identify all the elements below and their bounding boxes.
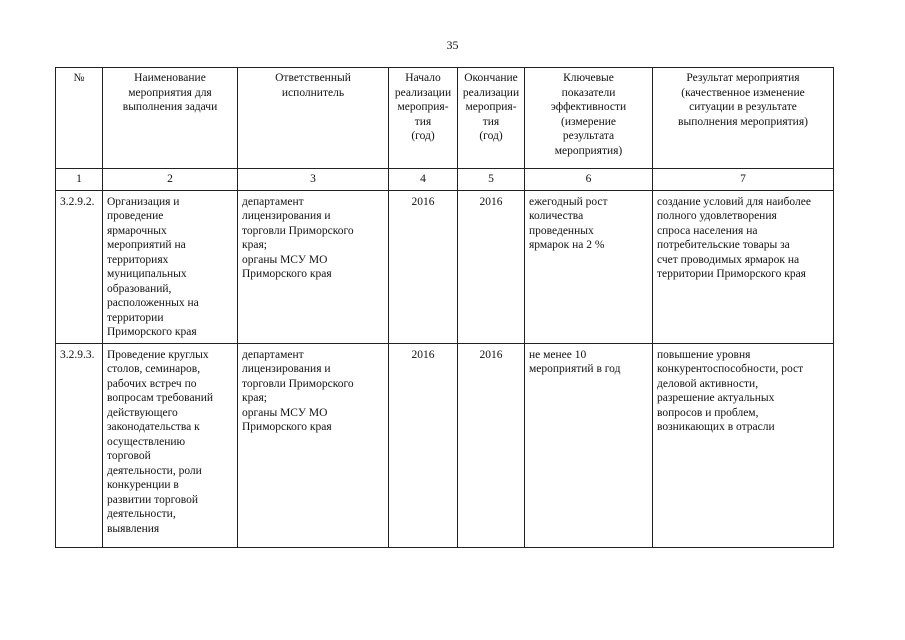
start-year: 2016 bbox=[389, 190, 458, 343]
table-row bbox=[56, 343, 834, 547]
column-number-row bbox=[56, 169, 834, 191]
start-year: 2016 bbox=[389, 343, 458, 547]
column-number: 3 bbox=[238, 169, 389, 191]
column-number: 1 bbox=[56, 169, 103, 191]
end-year: 2016 bbox=[458, 343, 525, 547]
indicators: ежегодный рост количества проведенных ярмарок на 2 % bbox=[525, 190, 653, 343]
header-number: № bbox=[56, 68, 103, 169]
header-executor: Ответственный исполнитель bbox=[238, 68, 389, 169]
column-number: 5 bbox=[458, 169, 525, 191]
row-id: 3.2.9.3. bbox=[56, 343, 103, 547]
column-number: 7 bbox=[653, 169, 834, 191]
row-id: 3.2.9.2. bbox=[56, 190, 103, 343]
header-measure-name: Наименование мероприятия для выполнения задачи bbox=[103, 68, 238, 169]
measure-name: Организация и проведение ярмарочных мероприятий на территориях муниципальных образований, расположенных на территории Приморского края bbox=[103, 190, 238, 343]
measures-table bbox=[55, 67, 834, 548]
result: создание условий для наиболее полного удовлетворения спроса населения на потребительские товары за счет проводимых ярмарок на территории Приморского края bbox=[653, 190, 834, 343]
executor: департамент лицензирования и торговли Приморского края; органы МСУ МО Приморского края bbox=[238, 343, 389, 547]
header-indicators: Ключевые показатели эффективности (измерение результата мероприятия) bbox=[525, 68, 653, 169]
header-end-year: Окончание реализации мероприя- тия (год) bbox=[458, 68, 525, 169]
header-result: Результат мероприятия (качественное изменение ситуации в результате выполнения мероприятия) bbox=[653, 68, 834, 169]
header-row bbox=[56, 68, 834, 169]
column-number: 2 bbox=[103, 169, 238, 191]
header-start-year: Начало реализации мероприя- тия (год) bbox=[389, 68, 458, 169]
column-number: 4 bbox=[389, 169, 458, 191]
table-row bbox=[56, 190, 834, 343]
column-number: 6 bbox=[525, 169, 653, 191]
result: повышение уровня конкурентоспособности, рост деловой активности, разрешение актуальных вопросов и проблем, возникающих в отрасли bbox=[653, 343, 834, 547]
end-year: 2016 bbox=[458, 190, 525, 343]
indicators: не менее 10 мероприятий в год bbox=[525, 343, 653, 547]
executor: департамент лицензирования и торговли Приморского края; органы МСУ МО Приморского края bbox=[238, 190, 389, 343]
measure-name: Проведение круглых столов, семинаров, рабочих встреч по вопросам требований действующего законодательства к осуществлению торговой деятельности, роли конкуренции в развитии торговой деятельности, выявления bbox=[103, 343, 238, 547]
page-number: 35 bbox=[446, 38, 459, 52]
